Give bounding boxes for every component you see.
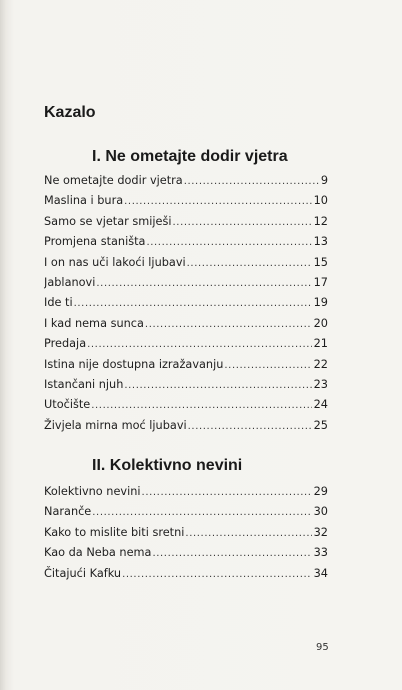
toc-entry-page: 33 <box>313 546 328 560</box>
toc-entry-page: 13 <box>313 235 328 249</box>
toc-entry-page: 25 <box>313 418 328 432</box>
section-title-1: I. Ne ometajte dodir vjetra <box>92 148 288 165</box>
toc-dot-leader <box>146 233 311 252</box>
toc-entry-page: 21 <box>313 337 328 351</box>
toc-entry <box>44 543 328 563</box>
toc-entry-title: I on nas uči lakoći ljubavi <box>44 255 186 269</box>
toc-entry <box>44 375 328 395</box>
toc-entry <box>44 502 328 522</box>
toc-entry-title: Istina nije dostupna izražavanju <box>44 357 224 371</box>
toc-entry-page: 32 <box>313 525 328 539</box>
toc-entry-title: Istančani njuh <box>44 377 124 391</box>
toc-dot-leader <box>91 396 311 415</box>
toc-entry-title: Samo se vjetar smiješi <box>44 214 172 228</box>
toc-dot-leader <box>124 376 311 395</box>
page-heading: Kazalo <box>44 104 96 121</box>
toc-dot-leader <box>224 356 311 375</box>
toc-entry-title: Promjena staništa <box>44 235 146 249</box>
toc-entry-title: Kako to mislite biti sretni <box>44 525 185 539</box>
toc-entry-page: 9 <box>320 174 328 187</box>
toc-dot-leader <box>152 544 311 563</box>
toc-entry-page: 34 <box>313 566 328 580</box>
toc-entry-title: Kao da Neba nema <box>44 546 152 560</box>
toc-entry-title: Ide ti <box>44 296 73 310</box>
toc-dot-leader <box>185 524 311 543</box>
toc-dot-leader <box>187 254 312 273</box>
toc-entry <box>44 314 328 334</box>
toc-entry <box>44 212 328 232</box>
toc-dot-leader <box>122 565 312 584</box>
toc-entry <box>44 232 328 252</box>
toc-dot-leader <box>142 483 312 502</box>
toc-entry <box>44 191 328 211</box>
toc-dot-leader <box>145 315 312 334</box>
toc-entry-page: 23 <box>313 377 328 391</box>
toc-entry <box>44 523 328 543</box>
toc-dot-leader <box>92 503 311 522</box>
toc-entry-title: Ne ometajte dodir vjetra <box>44 174 183 187</box>
toc-entry-page: 12 <box>313 214 328 228</box>
toc-entry <box>44 355 328 375</box>
toc-list-section-2 <box>44 482 328 584</box>
toc-entry-title: Kolektivno nevini <box>44 485 141 498</box>
toc-entry-title: Jablanovi <box>44 275 96 289</box>
toc-entry-title: Maslina i bura <box>44 194 124 208</box>
toc-list-section-1 <box>44 171 328 436</box>
toc-entry <box>44 482 328 502</box>
toc-dot-leader <box>74 294 312 313</box>
toc-entry-title: Naranče <box>44 505 92 519</box>
toc-entry-title: Utočište <box>44 398 91 412</box>
toc-entry-title: Predaja <box>44 337 87 351</box>
toc-entry <box>44 416 328 436</box>
toc-dot-leader <box>173 213 312 232</box>
toc-dot-leader <box>96 274 311 293</box>
toc-entry-page: 22 <box>313 357 328 371</box>
toc-entry <box>44 334 328 354</box>
toc-entry-page: 19 <box>313 296 328 310</box>
toc-entry-page: 20 <box>313 316 328 330</box>
toc-entry-page: 29 <box>313 485 328 498</box>
toc-dot-leader <box>87 335 312 354</box>
toc-entry-page: 24 <box>313 398 328 412</box>
toc-entry <box>44 171 328 191</box>
toc-entry <box>44 395 328 415</box>
toc-dot-leader <box>124 192 311 211</box>
toc-entry-page: 17 <box>313 275 328 289</box>
toc-entry <box>44 293 328 313</box>
toc-entry <box>44 253 328 273</box>
page-number: 95 <box>316 642 329 653</box>
toc-entry <box>44 564 328 584</box>
toc-entry-page: 15 <box>313 255 328 269</box>
section-title-2: II. Kolektivno nevini <box>92 457 243 474</box>
toc-entry-page: 30 <box>313 505 328 519</box>
toc-entry <box>44 273 328 293</box>
toc-entry-page: 10 <box>313 194 328 208</box>
toc-entry-title: I kad nema sunca <box>44 316 144 330</box>
toc-entry-title: Živjela mirna moć ljubavi <box>44 418 187 432</box>
toc-dot-leader <box>184 172 319 191</box>
toc-entry-title: Čitajući Kafku <box>44 566 122 580</box>
toc-dot-leader <box>188 417 312 436</box>
